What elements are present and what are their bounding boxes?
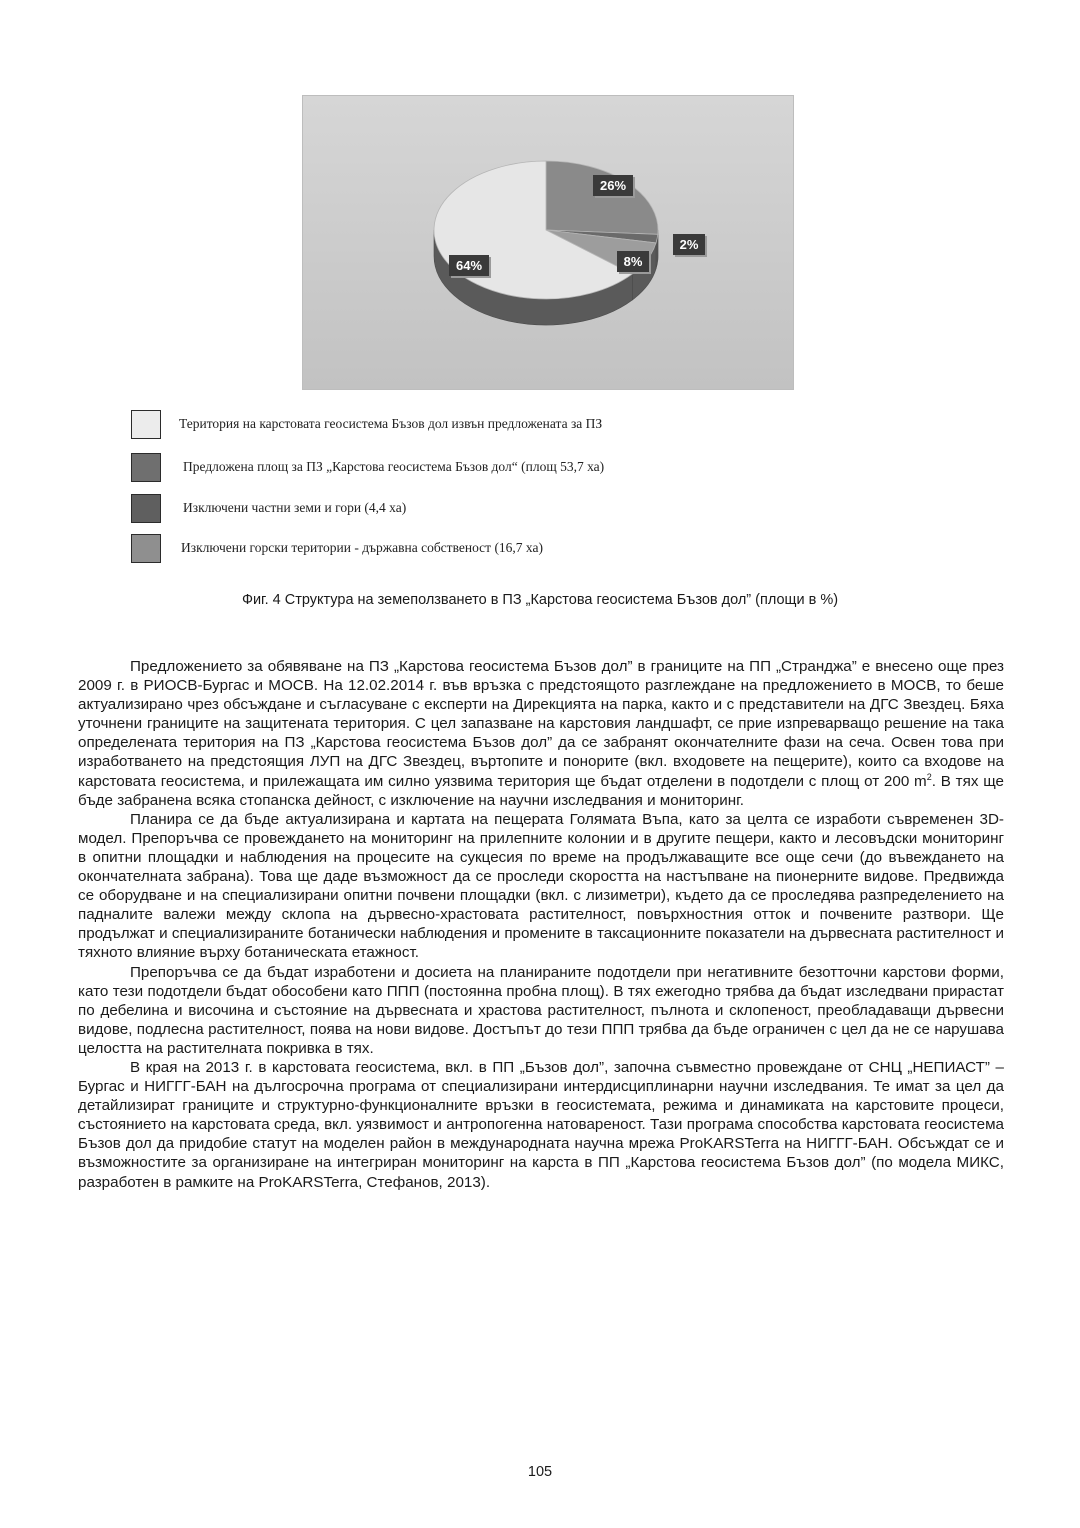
paragraph-text: Предложението за обявяване на ПЗ „Карстова геосистема Бъзов дол” в границите на ПП „Странджа” е внесено още през 2009 г. в РИОСВ-Бургас и МОСВ. На 12.02.2014 г. във връзка с предстоящото разглеждане на предложението в МОСВ, то беше актуализирано чрез обсъждане и съгласуване с експерти на Дирекцията на парка, както и с представители на ДГС Звездец. Бяха уточнени границите на защитената територия. С цел запазване на карстовия ландшафт, се прие изпреварващо решение на така определената територия на ПЗ „Карстова геосистема Бъзов дол” да се забранят окончателните фази на сеча. Освен това при изработването на предстоящия ЛУП на ДГС Звездец, въртопите и понорите (вкл. входовете на пещерите), които са входове на карстовата геосистема, и прилежащата им силно уязвима територия ще бъдат отделени в подотдели с площ от 200 m: [78, 658, 1004, 790]
legend-label: Територия на карстовата геосистема Бъзов дол извън предложената за ПЗ: [179, 416, 603, 431]
paragraph: [78, 657, 1004, 810]
legend-label: Предложена площ за ПЗ „Карстова геосистема Бъзов дол“ (площ 53,7 ха): [183, 459, 605, 474]
data-label: 26%: [599, 178, 627, 193]
data-label: 64%: [455, 258, 483, 273]
pie-chart-svg: [303, 96, 793, 389]
superscript: 2: [926, 771, 932, 782]
data-label: 2%: [679, 237, 699, 252]
data-label: 8%: [623, 254, 643, 269]
legend-label: Изключени горски територии - държавна собственост (16,7 ха): [181, 540, 543, 555]
legend-swatch: [131, 410, 161, 439]
legend-label: Изключени частни земи и гори (4,4 ха): [183, 500, 407, 515]
page-number: 105: [527, 1464, 553, 1480]
body-text: [78, 657, 1004, 1192]
paragraph: Планира се да бъде актуализирана и картата на пещерата Голямата Въпа, като за целта се изработи съвременен 3D-модел. Препоръчва се провеждането на мониторинг на прилепните колонии и в другите пещери, както и лесовъдски мониторинг в опитни площадки и наблюдения на процесите на сукцесия по време на продължаващите все още сечи (до въвеждането на окончателната забрана). Това ще даде възможност да се проследи скоростта на настъпване на пионерните видове. Предвижда се оборудване и на специализирани опитни почвени площадки (вкл. с лизиметри), където да се проследява разпределението на падналите валежи между склопа на дървесно-храстовата растителност, повърхностния отток и почвените разтвори. Ще продължат и специализираните ботанически наблюдения и промените в таксационните показатели на дървесната растителност и тяхното влияние върху ботаническата етажност.: [78, 810, 1004, 962]
legend-swatch: [131, 534, 161, 563]
legend-item: [131, 453, 771, 485]
legend-item: [131, 534, 771, 566]
figure-caption: Фиг. 4 Структура на земеползването в ПЗ „Карстова геосистема Бъзов дол” (площи в %): [241, 592, 839, 608]
paragraph: Препоръчва се да бъдат изработени и досиета на планираните подотдели при негативните безотточни карстови форми, като тези подотдели бъдат обособени като ППП (постоянна пробна площ). В тях ежегодно трябва да бъдат изследвани прирастат по дебелина и височина и състояние на дървесната и храстова растителност, пълнота и склопеност, преобладаващи дървесни видове, подлесна растителност, поява на нови видове. Достъпът до тези ППП трябва да бъде ограничен с цел да не се нарушава целостта на растителната покривка в тях.: [78, 963, 1004, 1057]
legend-item: [131, 494, 771, 526]
legend-swatch: [131, 453, 161, 482]
legend-swatch: [131, 494, 161, 523]
legend-item: [131, 410, 771, 442]
pie-chart: [302, 95, 794, 390]
paragraph-text: . В тях ще бъде забранена всяка стопанска дейност, с изключение на научни изследвания и мониторинг.: [78, 772, 1004, 809]
paragraph: В края на 2013 г. в карстовата геосистема, вкл. в ПП „Бъзов дол”, започна съвместно провеждане от СНЦ „НЕПИАСТ” – Бургас и НИГГГ-БАН на дългосрочна програма от специализирани интердисциплинарни научни изследвания. Те имат за цел да детайлизират границите и структурно-функционалните връзки в геосистемата, режима и динамиката на карстовите процеси, състоянието на карстовата среда, вкл. уязвимост и антропогенна натовареност. Тази програма способства карстовата геосистема Бъзов дол да придобие статут на моделен район в международната научна мрежа ProKARSTerra на НИГГГ-БАН. Обсъждат се и възможностите за организиране на интегриран мониторинг на карста в ПП „Карстова геосистема Бъзов дол” (по модела МИКС, разработен в рамките на ProKARSTerra, Стефанов, 2013).: [78, 1058, 1004, 1191]
